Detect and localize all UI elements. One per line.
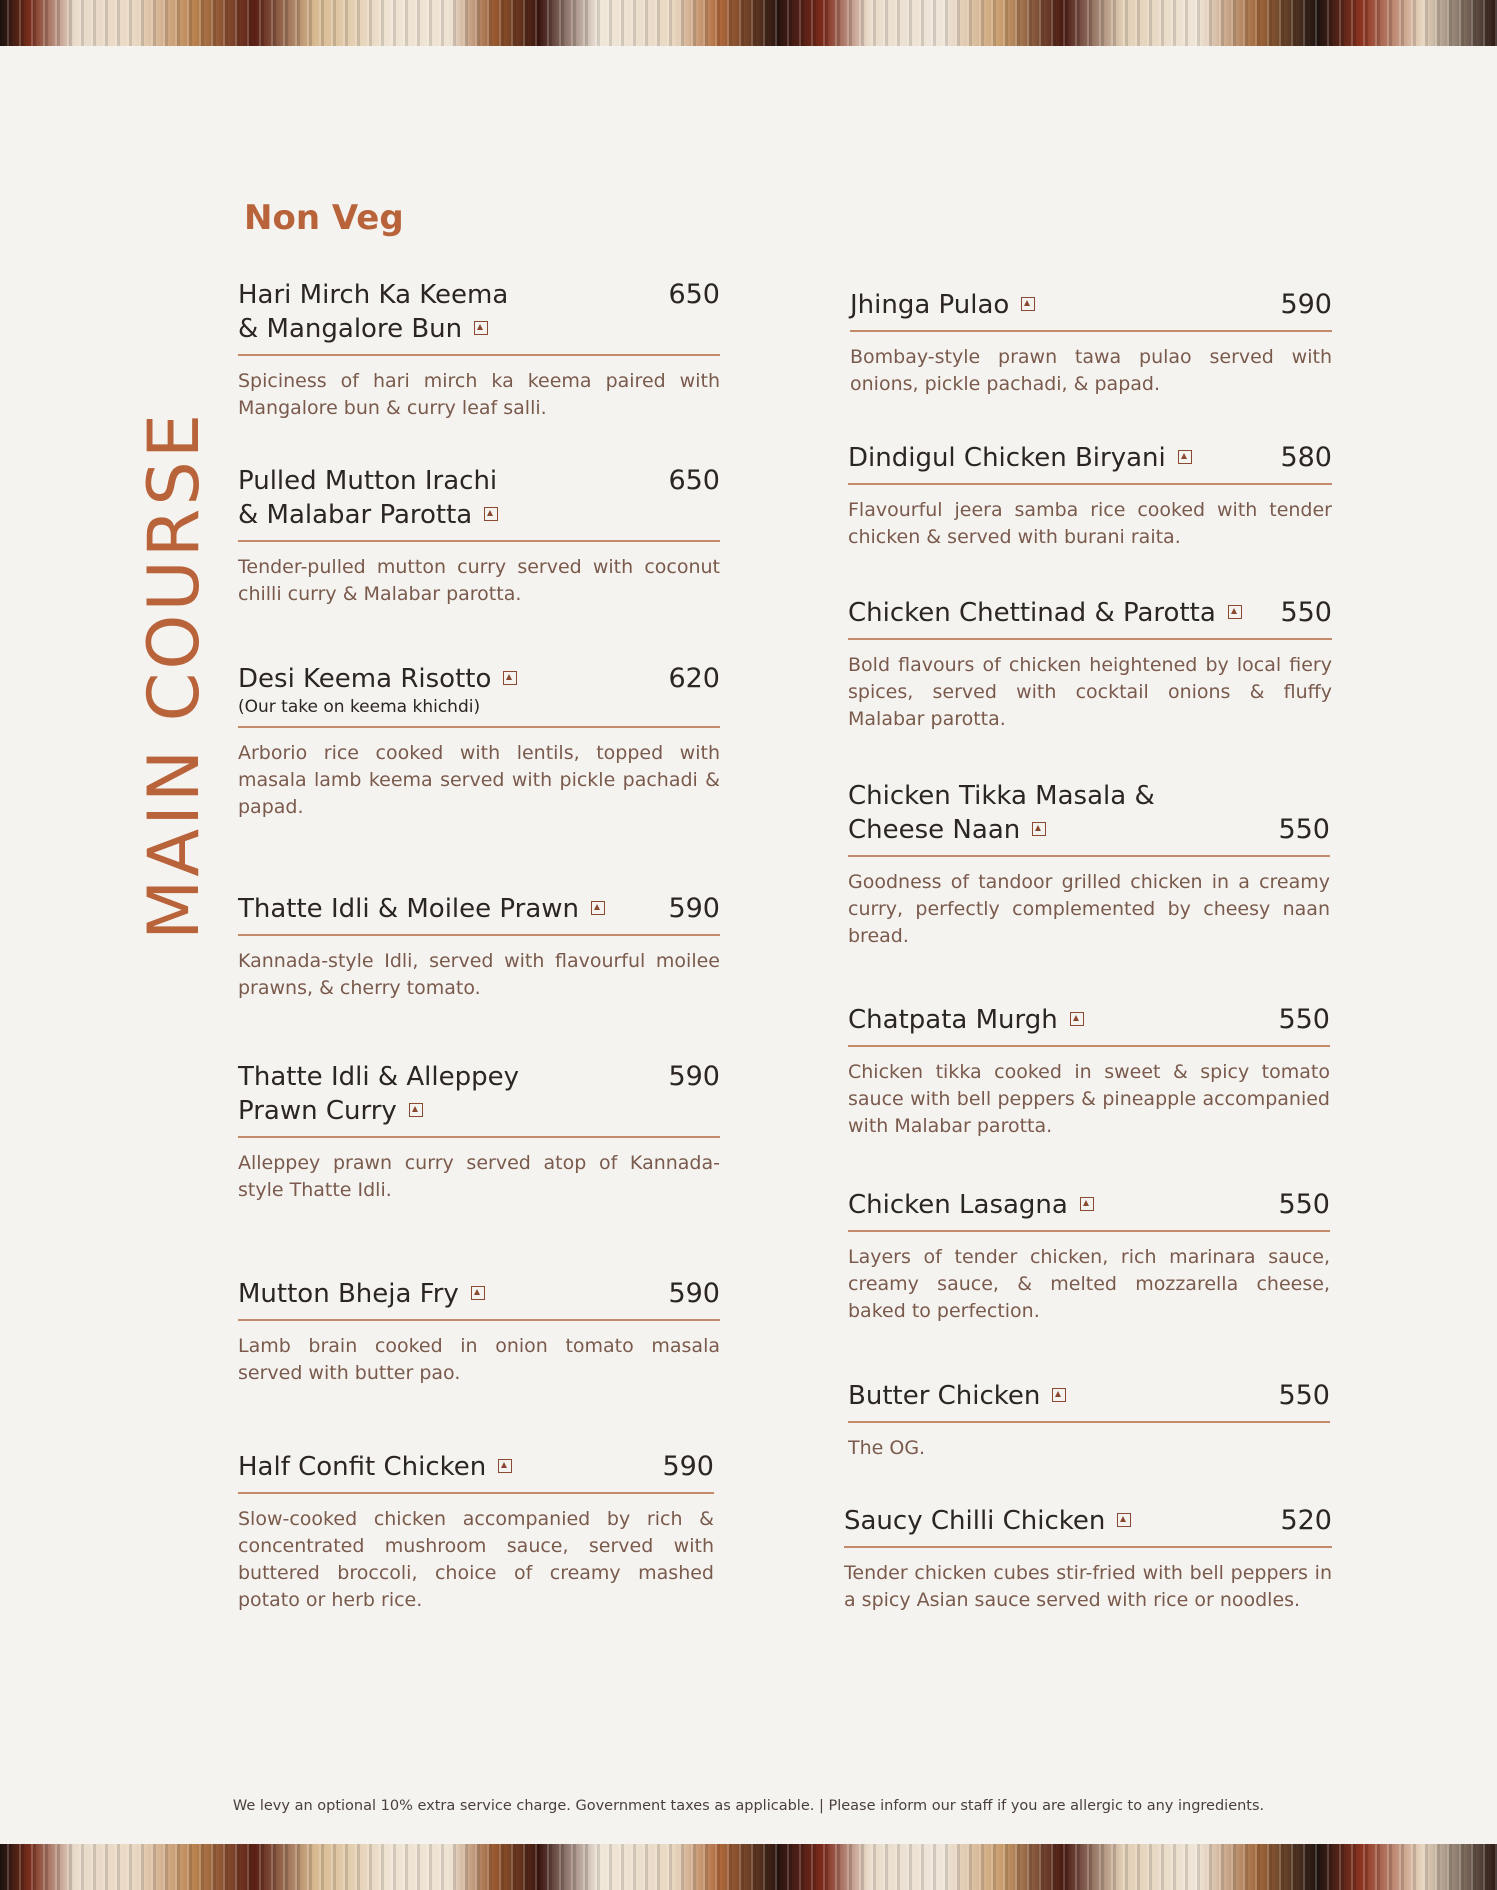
non-veg-icon xyxy=(1117,1513,1131,1527)
item-price: 650 xyxy=(668,465,720,496)
non-veg-icon xyxy=(503,671,517,685)
item-price: 550 xyxy=(1278,814,1330,845)
item-description: Bold flavours of chicken heightened by local fiery spices, served with cocktail onions & fluffy Malabar parotta. xyxy=(848,654,1332,730)
item-name: Butter Chicken xyxy=(848,1379,1330,1413)
non-veg-icon xyxy=(498,1459,512,1473)
item-description: Flavourful jeera samba rice cooked with tender chicken & served with burani raita. xyxy=(848,499,1332,548)
item-name: Jhinga Pulao xyxy=(850,288,1332,322)
non-veg-icon xyxy=(591,901,605,915)
menu-item-header xyxy=(238,1277,720,1321)
item-price: 550 xyxy=(1280,597,1332,628)
item-name: Chatpata Murgh xyxy=(848,1003,1330,1037)
non-veg-icon xyxy=(409,1103,423,1117)
item-name: Thatte Idli & Moilee Prawn xyxy=(238,892,720,926)
non-veg-icon xyxy=(471,1286,485,1300)
item-name: Dindigul Chicken Biryani xyxy=(848,441,1332,475)
item-description: Slow-cooked chicken accompanied by rich & concentrated mushroom sauce, served with buttered broccoli, choice of creamy mashed potato or herb rice. xyxy=(238,1508,714,1611)
menu-item xyxy=(238,892,720,1002)
item-name: Mutton Bheja Fry xyxy=(238,1277,720,1311)
menu-item xyxy=(848,441,1332,551)
item-description: Bombay-style prawn tawa pulao served with onions, pickle pachadi, & papad. xyxy=(850,346,1332,395)
non-veg-icon xyxy=(474,321,488,335)
menu-item-header xyxy=(238,892,720,936)
menu-item-header xyxy=(238,1060,720,1138)
item-price: 590 xyxy=(662,1451,714,1482)
menu-item xyxy=(848,1379,1330,1462)
item-name: Desi Keema Risotto xyxy=(238,662,720,696)
item-price: 650 xyxy=(668,279,720,310)
item-name: Thatte Idli & Alleppey Prawn Curry xyxy=(238,1062,519,1126)
section-title: Non Veg xyxy=(244,198,404,238)
menu-item xyxy=(238,1060,720,1204)
menu-item-header xyxy=(848,1188,1330,1232)
menu-item-header xyxy=(238,1450,714,1494)
menu-item xyxy=(238,464,720,608)
menu-item xyxy=(238,662,720,821)
menu-item-header xyxy=(848,779,1330,857)
menu-item-header xyxy=(848,1379,1330,1423)
item-price: 590 xyxy=(668,893,720,924)
menu-item-header xyxy=(238,278,720,356)
item-price: 590 xyxy=(1280,289,1332,320)
footer-note: We levy an optional 10% extra service charge. Government taxes as applicable. | Please inform our staff if you are allergic to any ingredients. xyxy=(232,1798,1265,1814)
non-veg-icon xyxy=(1021,297,1035,311)
menu-item-header xyxy=(848,1003,1330,1047)
menu-item xyxy=(238,278,720,422)
item-name: Pulled Mutton Irachi & Malabar Parotta xyxy=(238,466,498,530)
menu-item-header xyxy=(848,441,1332,485)
item-description: Spiciness of hari mirch ka keema paired with Mangalore bun & curry leaf salli. xyxy=(238,370,720,419)
non-veg-icon xyxy=(1228,605,1242,619)
item-name: Saucy Chilli Chicken xyxy=(844,1504,1332,1538)
item-price: 590 xyxy=(668,1278,720,1309)
decorative-border-top xyxy=(0,0,1497,46)
non-veg-icon xyxy=(1052,1388,1066,1402)
item-description: Tender chicken cubes stir-fried with bell peppers in a spicy Asian sauce served with rice or noodles. xyxy=(844,1562,1332,1611)
item-description: Tender-pulled mutton curry served with coconut chilli curry & Malabar parotta. xyxy=(238,556,720,605)
menu-item xyxy=(848,596,1332,733)
item-description: Goodness of tandoor grilled chicken in a creamy curry, perfectly complemented by cheesy naan bread. xyxy=(848,871,1330,947)
non-veg-icon xyxy=(1070,1012,1084,1026)
item-name: Chicken Tikka Masala & Cheese Naan xyxy=(848,781,1155,845)
menu-item xyxy=(848,1003,1330,1140)
item-price: 590 xyxy=(668,1061,720,1092)
item-price: 580 xyxy=(1280,442,1332,473)
item-price: 620 xyxy=(668,663,720,694)
decorative-border-bottom xyxy=(0,1844,1497,1890)
menu-item xyxy=(238,1450,714,1614)
item-name: Hari Mirch Ka Keema & Mangalore Bun xyxy=(238,280,509,344)
menu-item-header xyxy=(238,662,720,728)
menu-item xyxy=(848,779,1330,950)
item-subtitle: (Our take on keema khichdi) xyxy=(238,697,481,717)
item-description: Alleppey prawn curry served atop of Kannada-style Thatte Idli. xyxy=(238,1152,720,1201)
non-veg-icon xyxy=(484,507,498,521)
non-veg-icon xyxy=(1032,822,1046,836)
menu-item xyxy=(238,1277,720,1387)
non-veg-icon xyxy=(1080,1197,1094,1211)
menu-item-header xyxy=(844,1504,1332,1548)
item-description: Arborio rice cooked with lentils, topped with masala lamb keema served with pickle pachadi & papad. xyxy=(238,742,720,818)
item-price: 550 xyxy=(1278,1189,1330,1220)
item-price: 550 xyxy=(1278,1004,1330,1035)
item-description: Kannada-style Idli, served with flavourful moilee prawns, & cherry tomato. xyxy=(238,950,720,999)
menu-item-header xyxy=(850,288,1332,332)
non-veg-icon xyxy=(1178,450,1192,464)
item-description: Chicken tikka cooked in sweet & spicy tomato sauce with bell peppers & pineapple accompanied with Malabar parotta. xyxy=(848,1061,1330,1137)
menu-item-header xyxy=(848,596,1332,640)
main-course-heading: MAIN COURSE xyxy=(133,410,215,940)
item-name: Chicken Lasagna xyxy=(848,1188,1330,1222)
item-description: The OG. xyxy=(848,1437,926,1459)
item-name: Chicken Chettinad & Parotta xyxy=(848,596,1332,630)
item-price: 520 xyxy=(1280,1505,1332,1536)
item-description: Lamb brain cooked in onion tomato masala served with butter pao. xyxy=(238,1335,720,1384)
menu-item-header xyxy=(238,464,720,542)
menu-item xyxy=(850,288,1332,398)
menu-item xyxy=(848,1188,1330,1325)
item-name: Half Confit Chicken xyxy=(238,1450,714,1484)
item-price: 550 xyxy=(1278,1380,1330,1411)
item-description: Layers of tender chicken, rich marinara sauce, creamy sauce, & melted mozzarella cheese, baked to perfection. xyxy=(848,1246,1330,1322)
menu-item xyxy=(844,1504,1332,1614)
